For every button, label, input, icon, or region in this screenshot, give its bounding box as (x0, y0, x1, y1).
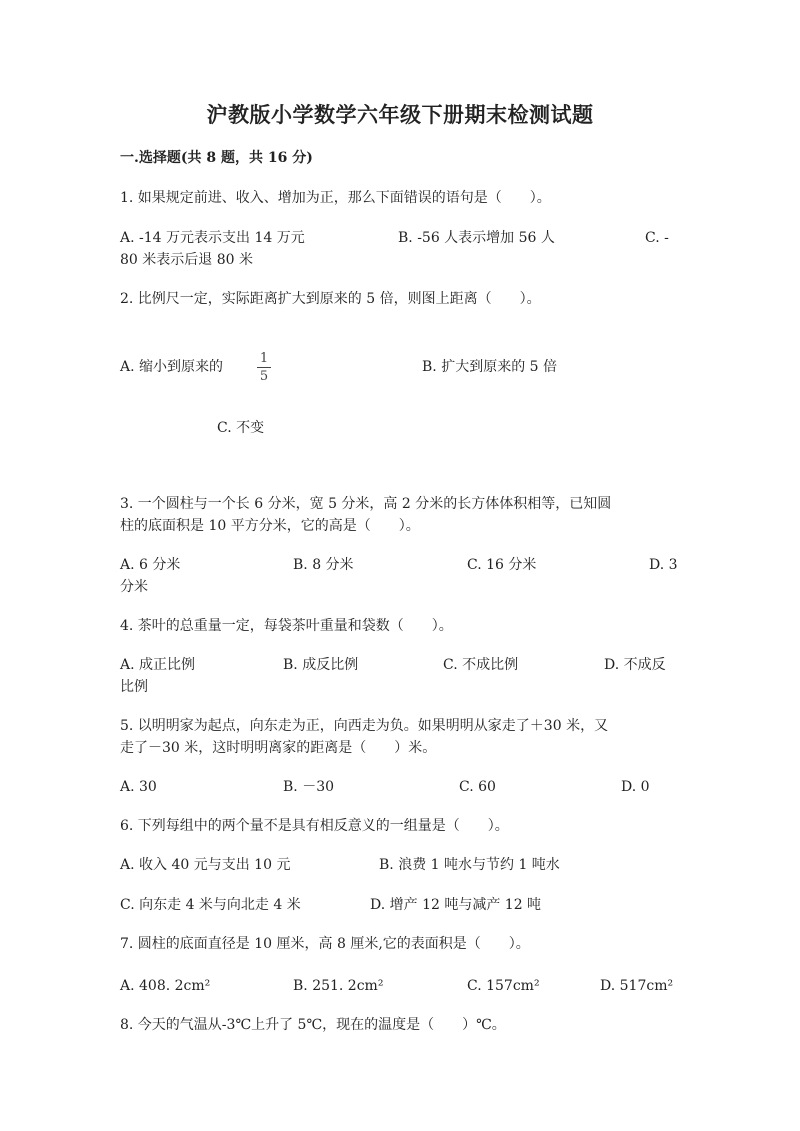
question-2-stem: 2. 比例尺一定，实际距离扩大到原来的 5 倍，则图上距离（ ）。 (120, 291, 541, 307)
question-6-option-d: D. 增产 12 吨与减产 12 吨 (370, 897, 542, 913)
question-5-option-c: C. 60 (459, 779, 496, 795)
question-3-stem-line-1: 3. 一个圆柱与一个长 6 分米，宽 5 分米，高 2 分米的长方体体积相等，已知圆 (120, 496, 612, 512)
question-1-option-a: A. -14 万元表示支出 14 万元 (120, 230, 305, 246)
question-6-stem: 6. 下列每组中的两个量不是具有相反意义的一组量是（ ）。 (120, 818, 509, 834)
question-4-option-b: B. 成反比例 (283, 657, 359, 673)
question-3-option-d-cont: 分米 (120, 579, 148, 595)
question-4-option-c: C. 不成比例 (443, 657, 519, 673)
fraction-bar (257, 367, 271, 368)
question-7-stem: 7. 圆柱的底面直径是 10 厘米，高 8 厘米,它的表面积是（ ）。 (120, 936, 530, 952)
question-5-stem-line-2: 走了－30 米，这时明明离家的距离是（ ）米。 (120, 740, 437, 756)
question-2-option-b: B. 扩大到原来的 5 倍 (422, 359, 557, 375)
question-3-option-a: A. 6 分米 (120, 557, 181, 573)
fraction-one-fifth (256, 351, 272, 384)
question-1-option-b: B. -56 人表示增加 56 人 (398, 230, 555, 246)
question-5-option-d: D. 0 (621, 779, 650, 795)
question-2-option-c: C. 不变 (217, 420, 265, 436)
page-title: 沪教版小学数学六年级下册期末检测试题 (206, 102, 594, 127)
question-3-stem-line-2: 柱的底面积是 10 平方分米，它的高是（ ）。 (120, 518, 420, 534)
question-7-option-a: A. 408. 2cm² (120, 978, 211, 994)
question-4-option-d: D. 不成反 (604, 657, 666, 673)
question-2-option-a: A. 缩小到原来的 (120, 359, 224, 375)
question-5-option-a: A. 30 (120, 779, 157, 795)
question-8-stem: 8. 今天的气温从-3℃上升了 5℃，现在的温度是（ ）℃。 (120, 1017, 506, 1033)
question-4-stem: 4. 茶叶的总重量一定，每袋茶叶重量和袋数（ ）。 (120, 618, 453, 634)
question-5-stem-line-1: 5. 以明明家为起点，向东走为正，向西走为负。如果明明从家走了＋30 米，又 (120, 718, 609, 734)
section-heading: 一.选择题(共 8 题，共 16 分) (120, 150, 313, 166)
question-4-option-a: A. 成正比例 (120, 657, 196, 673)
question-5-option-b: B. －30 (283, 779, 335, 795)
fraction-denominator: 5 (259, 369, 269, 384)
question-1-option-c: C. - (645, 230, 669, 246)
question-1-stem: 1. 如果规定前进、收入、增加为正，那么下面错误的语句是（ ）。 (120, 190, 551, 206)
question-6-option-b: B. 浪费 1 吨水与节约 1 吨水 (379, 857, 560, 873)
question-3-option-b: B. 8 分米 (293, 557, 354, 573)
fraction-numerator: 1 (259, 351, 269, 366)
question-3-option-d: D. 3 (649, 557, 678, 573)
question-6-option-c: C. 向东走 4 米与向北走 4 米 (120, 897, 301, 913)
question-4-option-d-cont: 比例 (120, 679, 148, 695)
question-7-option-b: B. 251. 2cm² (293, 978, 384, 994)
question-3-option-c: C. 16 分米 (467, 557, 537, 573)
question-7-option-d: D. 517cm² (600, 978, 674, 994)
question-7-option-c: C. 157cm² (467, 978, 540, 994)
question-6-option-a: A. 收入 40 元与支出 10 元 (120, 857, 291, 873)
question-1-option-c-cont: 80 米表示后退 80 米 (120, 252, 253, 268)
